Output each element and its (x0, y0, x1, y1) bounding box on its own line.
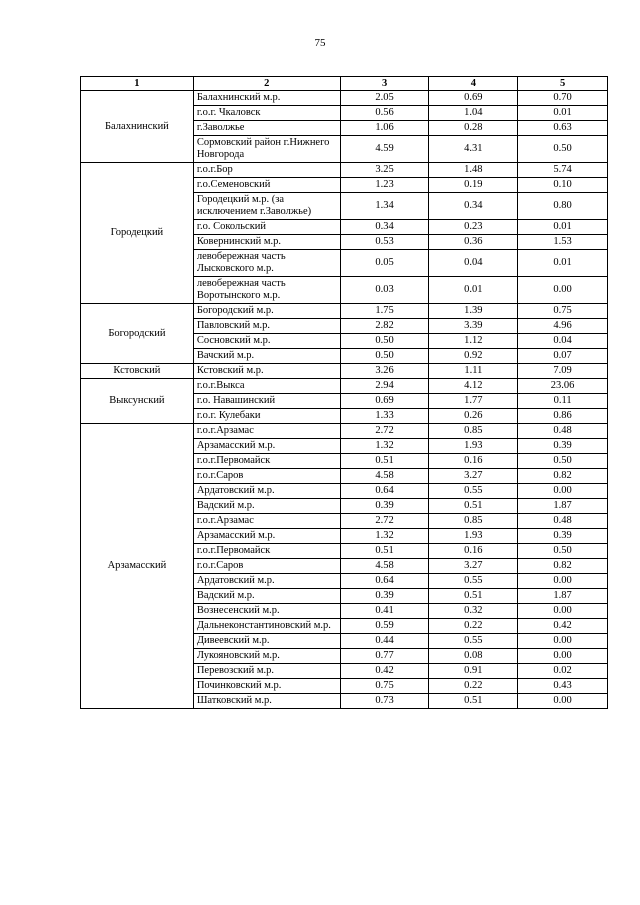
value-5-cell: 1.87 (518, 589, 608, 604)
value-5-cell: 0.42 (518, 619, 608, 634)
value-4-cell: 0.69 (429, 91, 518, 106)
value-5-cell: 0.00 (518, 574, 608, 589)
table-row (81, 91, 608, 106)
value-3-cell: 0.50 (340, 334, 429, 349)
value-5-cell: 5.74 (518, 163, 608, 178)
value-4-cell: 1.93 (429, 439, 518, 454)
column-header-1: 1 (81, 77, 194, 91)
value-3-cell: 0.03 (340, 277, 429, 304)
value-5-cell: 0.11 (518, 394, 608, 409)
territory-cell: Арзамасский м.р. (193, 529, 340, 544)
value-4-cell: 1.11 (429, 364, 518, 379)
value-3-cell: 0.51 (340, 454, 429, 469)
value-4-cell: 0.22 (429, 679, 518, 694)
value-3-cell: 0.77 (340, 649, 429, 664)
value-3-cell: 1.23 (340, 178, 429, 193)
value-5-cell: 0.80 (518, 193, 608, 220)
territory-cell: Вадский м.р. (193, 589, 340, 604)
value-5-cell: 0.70 (518, 91, 608, 106)
value-4-cell: 3.27 (429, 469, 518, 484)
value-5-cell: 7.09 (518, 364, 608, 379)
value-4-cell: 3.27 (429, 559, 518, 574)
territory-cell: Павловский м.р. (193, 319, 340, 334)
territory-cell: Лукояновский м.р. (193, 649, 340, 664)
value-5-cell: 0.00 (518, 484, 608, 499)
value-4-cell: 0.51 (429, 589, 518, 604)
territory-cell: г.о.г. Кулебаки (193, 409, 340, 424)
value-5-cell: 0.01 (518, 250, 608, 277)
value-5-cell: 0.50 (518, 454, 608, 469)
table-header (81, 77, 608, 91)
district-cell: Богородский (81, 304, 194, 364)
value-5-cell: 0.00 (518, 277, 608, 304)
territory-cell: Арзамасский м.р. (193, 439, 340, 454)
district-cell: Арзамасский (81, 424, 194, 709)
value-5-cell: 0.07 (518, 349, 608, 364)
value-4-cell: 1.48 (429, 163, 518, 178)
value-3-cell: 1.75 (340, 304, 429, 319)
territory-cell: Богородский м.р. (193, 304, 340, 319)
value-5-cell: 0.82 (518, 559, 608, 574)
value-5-cell: 0.39 (518, 439, 608, 454)
territory-cell: г.о.г.Арзамас (193, 424, 340, 439)
value-4-cell: 0.51 (429, 499, 518, 514)
territory-cell: Шатковский м.р. (193, 694, 340, 709)
territory-cell: Вачский м.р. (193, 349, 340, 364)
territory-cell: Городецкий м.р. (за исключением г.Заволжье) (193, 193, 340, 220)
territory-cell: Починковский м.р. (193, 679, 340, 694)
value-4-cell: 4.12 (429, 379, 518, 394)
value-3-cell: 4.58 (340, 469, 429, 484)
value-5-cell: 0.10 (518, 178, 608, 193)
value-3-cell: 4.59 (340, 136, 429, 163)
territory-cell: Сормовский район г.Нижнего Новгорода (193, 136, 340, 163)
value-3-cell: 3.26 (340, 364, 429, 379)
value-3-cell: 0.53 (340, 235, 429, 250)
value-3-cell: 0.64 (340, 574, 429, 589)
value-3-cell: 1.32 (340, 439, 429, 454)
value-5-cell: 23.06 (518, 379, 608, 394)
value-4-cell: 0.23 (429, 220, 518, 235)
value-4-cell: 0.92 (429, 349, 518, 364)
value-4-cell: 0.01 (429, 277, 518, 304)
territory-cell: Балахнинский м.р. (193, 91, 340, 106)
value-4-cell: 1.12 (429, 334, 518, 349)
value-3-cell: 0.59 (340, 619, 429, 634)
territory-cell: Ардатовский м.р. (193, 484, 340, 499)
table-row (81, 424, 608, 439)
column-header-5: 5 (518, 77, 608, 91)
district-cell: Выксунский (81, 379, 194, 424)
value-4-cell: 0.22 (429, 619, 518, 634)
territory-cell: Перевозский м.р. (193, 664, 340, 679)
territory-cell: Сосновский м.р. (193, 334, 340, 349)
value-5-cell: 0.04 (518, 334, 608, 349)
value-5-cell: 0.02 (518, 664, 608, 679)
value-5-cell: 4.96 (518, 319, 608, 334)
territory-cell: г.о. Сокольский (193, 220, 340, 235)
table-row (81, 163, 608, 178)
value-5-cell: 0.63 (518, 121, 608, 136)
table-row (81, 304, 608, 319)
value-3-cell: 0.41 (340, 604, 429, 619)
table-row (81, 364, 608, 379)
value-5-cell: 0.01 (518, 220, 608, 235)
value-3-cell: 1.33 (340, 409, 429, 424)
value-5-cell: 0.00 (518, 694, 608, 709)
value-3-cell: 0.34 (340, 220, 429, 235)
value-5-cell: 0.48 (518, 514, 608, 529)
territory-cell: левобережная часть Воротынского м.р. (193, 277, 340, 304)
value-3-cell: 0.64 (340, 484, 429, 499)
territory-cell: г.о.Семеновский (193, 178, 340, 193)
territory-cell: г.Заволжье (193, 121, 340, 136)
value-3-cell: 0.51 (340, 544, 429, 559)
territory-cell: г.о.г.Выкса (193, 379, 340, 394)
value-3-cell: 3.25 (340, 163, 429, 178)
value-4-cell: 0.85 (429, 514, 518, 529)
data-table (80, 76, 608, 709)
column-header-4: 4 (429, 77, 518, 91)
territory-cell: Вознесенский м.р. (193, 604, 340, 619)
district-cell: Городецкий (81, 163, 194, 304)
value-3-cell: 0.44 (340, 634, 429, 649)
value-3-cell: 2.72 (340, 514, 429, 529)
value-5-cell: 1.53 (518, 235, 608, 250)
territory-cell: Вадский м.р. (193, 499, 340, 514)
value-4-cell: 0.91 (429, 664, 518, 679)
value-3-cell: 0.39 (340, 589, 429, 604)
territory-cell: г.о.г.Саров (193, 469, 340, 484)
value-4-cell: 0.26 (429, 409, 518, 424)
value-3-cell: 2.72 (340, 424, 429, 439)
value-4-cell: 1.77 (429, 394, 518, 409)
territory-cell: г.о.г.Первомайск (193, 544, 340, 559)
value-5-cell: 0.50 (518, 544, 608, 559)
territory-cell: г.о.г.Саров (193, 559, 340, 574)
value-3-cell: 0.56 (340, 106, 429, 121)
value-3-cell: 0.39 (340, 499, 429, 514)
value-4-cell: 0.55 (429, 484, 518, 499)
value-5-cell: 0.48 (518, 424, 608, 439)
value-5-cell: 0.50 (518, 136, 608, 163)
value-5-cell: 0.00 (518, 634, 608, 649)
value-4-cell: 1.04 (429, 106, 518, 121)
territory-cell: левобережная часть Лысковского м.р. (193, 250, 340, 277)
value-3-cell: 2.94 (340, 379, 429, 394)
territory-cell: Кстовский м.р. (193, 364, 340, 379)
value-5-cell: 1.87 (518, 499, 608, 514)
value-4-cell: 0.55 (429, 574, 518, 589)
column-header-2: 2 (193, 77, 340, 91)
territory-cell: Ардатовский м.р. (193, 574, 340, 589)
value-4-cell: 4.31 (429, 136, 518, 163)
value-4-cell: 0.55 (429, 634, 518, 649)
header-row (81, 77, 608, 91)
value-3-cell: 4.58 (340, 559, 429, 574)
territory-cell: г.о.г.Бор (193, 163, 340, 178)
value-3-cell: 1.32 (340, 529, 429, 544)
column-header-3: 3 (340, 77, 429, 91)
value-4-cell: 0.32 (429, 604, 518, 619)
value-5-cell: 0.00 (518, 649, 608, 664)
value-3-cell: 2.05 (340, 91, 429, 106)
district-cell: Кстовский (81, 364, 194, 379)
value-3-cell: 0.50 (340, 349, 429, 364)
value-3-cell: 2.82 (340, 319, 429, 334)
value-4-cell: 3.39 (429, 319, 518, 334)
value-3-cell: 0.75 (340, 679, 429, 694)
value-4-cell: 1.93 (429, 529, 518, 544)
value-4-cell: 0.16 (429, 454, 518, 469)
territory-cell: Дальнеконстантиновский м.р. (193, 619, 340, 634)
territory-cell: г.о.г.Арзамас (193, 514, 340, 529)
value-4-cell: 0.16 (429, 544, 518, 559)
district-cell: Балахнинский (81, 91, 194, 163)
value-5-cell: 0.82 (518, 469, 608, 484)
value-5-cell: 0.01 (518, 106, 608, 121)
value-3-cell: 0.73 (340, 694, 429, 709)
value-4-cell: 0.19 (429, 178, 518, 193)
value-4-cell: 0.28 (429, 121, 518, 136)
value-4-cell: 0.04 (429, 250, 518, 277)
value-3-cell: 0.69 (340, 394, 429, 409)
value-5-cell: 0.86 (518, 409, 608, 424)
territory-cell: г.о.г. Чкаловск (193, 106, 340, 121)
territory-cell: Ковернинский м.р. (193, 235, 340, 250)
value-4-cell: 0.34 (429, 193, 518, 220)
territory-cell: г.о.г.Первомайск (193, 454, 340, 469)
value-5-cell: 0.39 (518, 529, 608, 544)
value-4-cell: 0.85 (429, 424, 518, 439)
value-3-cell: 0.05 (340, 250, 429, 277)
value-3-cell: 1.34 (340, 193, 429, 220)
value-4-cell: 0.51 (429, 694, 518, 709)
table-body (81, 91, 608, 709)
value-5-cell: 0.75 (518, 304, 608, 319)
value-4-cell: 0.08 (429, 649, 518, 664)
value-5-cell: 0.00 (518, 604, 608, 619)
territory-cell: г.о. Навашинский (193, 394, 340, 409)
value-4-cell: 0.36 (429, 235, 518, 250)
value-3-cell: 0.42 (340, 664, 429, 679)
value-3-cell: 1.06 (340, 121, 429, 136)
value-4-cell: 1.39 (429, 304, 518, 319)
value-5-cell: 0.43 (518, 679, 608, 694)
page-number: 75 (314, 37, 326, 49)
territory-cell: Дивеевский м.р. (193, 634, 340, 649)
table-row (81, 379, 608, 394)
